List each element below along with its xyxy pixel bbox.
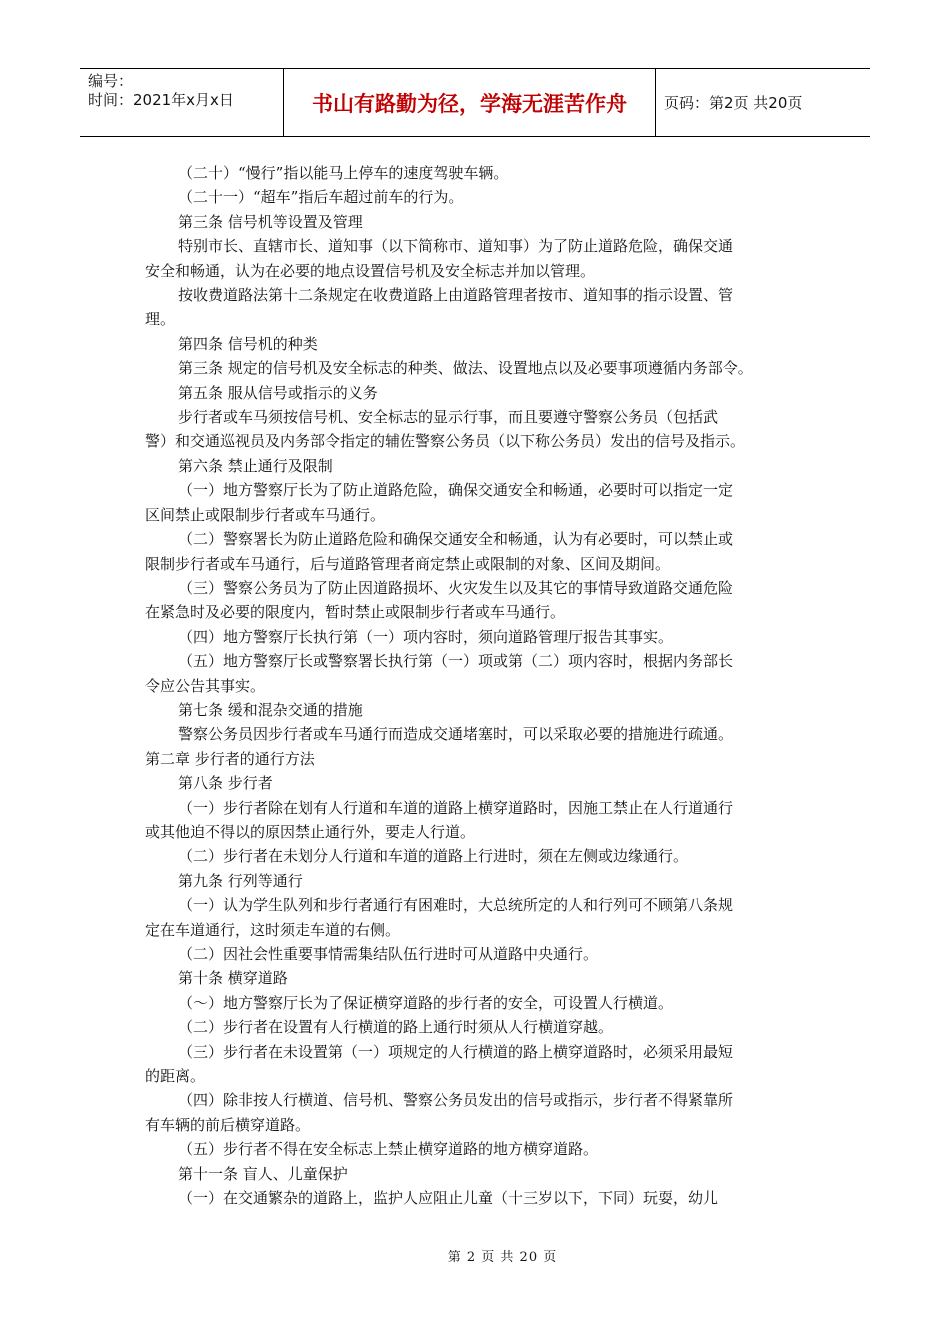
text-line: 第五条 服从信号或指示的义务 [178,383,378,402]
text-line: 限制步行者或车马通行，后与道路管理者商定禁止或限制的对象、区间及期间。 [145,554,671,573]
text-line: 警）和交通巡视员及内务部令指定的辅佐警察公务员（以下称公务员）发出的信号及指示。 [145,432,746,451]
text-line: 区间禁止或限制步行者或车马通行。 [145,505,386,524]
text-line: （二十）“慢行”指以能马上停车的速度驾驶车辆。 [178,164,509,182]
text-line: 第七条 缓和混杂交通的措施 [178,700,363,719]
text-line: 第九条 行列等通行 [178,871,303,890]
text-line: （一）步行者除在划有人行道和车道的道路上横穿道路时，因施工禁止在人行道通行 [178,798,734,817]
text-line: 的距离。 [145,1067,206,1086]
time-label: 时间：2021年x月x日 [88,91,234,109]
text-line: 按收费道路法第十二条规定在收费道路上由道路管理者按市、道知事的指示设置、管 [178,286,734,305]
text-line: （四）除非按人行横道、信号机、警察公务员发出的信号或指示，步行者不得紧靠所 [178,1091,734,1110]
text-line: 理。 [145,310,176,329]
text-line: 或其他迫不得以的原因禁止通行外，要走人行道。 [145,822,476,841]
text-line: 第十条 横穿道路 [178,969,288,988]
text-line: （一）认为学生队列和步行者通行有困难时，大总统所定的人和行列可不顾第八条规 [178,896,734,915]
text-line: （二）警察署长为防止道路危险和确保交通安全和畅通，认为有必要时，可以禁止或 [178,530,734,549]
text-line: （四）地方警察厅长执行第（一）项内容时，须向道路管理厅报告其事实。 [178,627,674,646]
text-line: （一）地方警察厅长为了防止道路危险，确保交通安全和畅通，必要时可以指定一定 [178,481,734,500]
text-line: 特别市长、直辖市长、道知事（以下简称市、道知事）为了防止道路危险，确保交通 [178,237,734,256]
document-body [145,161,813,1210]
text-line: 第三条 信号机等设置及管理 [178,212,363,231]
text-line: 令应公告其事实。 [145,676,266,695]
text-line: （三）步行者在未设置第（一）项规定的人行横道的路上横穿道路时，必须采用最短 [178,1042,734,1061]
text-line: 警察公务员因步行者或车马通行而造成交通堵塞时，可以采取必要的措施进行疏通。 [178,725,734,744]
text-line: （～）地方警察厅长为了保证横穿道路的步行者的安全，可设置人行横道。 [178,993,674,1012]
text-line: 在紧急时及必要的限度内，暂时禁止或限制步行者或车马通行。 [145,603,566,622]
text-line: 第八条 步行者 [178,774,273,793]
text-line: 有车辆的前后横穿道路。 [145,1115,311,1134]
text-line: 第六条 禁止通行及限制 [178,456,333,475]
header-motto: 书山有路勤为径，学海无涯苦作舟 [283,69,656,136]
text-line: 第二章 步行者的通行方法 [145,749,315,768]
footer-page-number: 第 2 页 共 20 页 [447,1250,558,1265]
text-line: （二）步行者在未划分人行道和车道的道路上行进时，须在左侧或边缘通行。 [178,847,689,866]
text-line: 第十一条 盲人、儿童保护 [178,1164,348,1183]
header-meta [80,69,283,136]
text-line: 安全和畅通，认为在必要的地点设置信号机及安全标志并加以管理。 [145,261,596,280]
text-line: （三）警察公务员为了防止因道路损坏、火灾发生以及其它的事情导致道路交通危险 [178,578,734,597]
page-footer [0,1246,950,1265]
text-line: （二）步行者在设置有人行横道的路上通行时须从人行横道穿越。 [178,1018,614,1037]
text-line: （一）在交通繁杂的道路上，监护人应阻止儿童（十三岁以下，下同）玩耍，幼儿 [178,1189,719,1208]
text-line: （二）因社会性重要事情需集结队伍行进时可从道路中央通行。 [178,945,599,963]
header-page-info: 页码：第2页 共20页 [664,94,803,112]
text-line: （五）步行者不得在安全标志上禁止横穿道路的地方横穿道路。 [178,1140,599,1159]
page-header [80,68,870,137]
text-line: 定在车道通行，这时须走车道的右侧。 [145,920,401,939]
text-line: （二十一）“超车”指后车超过前车的行为。 [178,188,464,207]
text-line: 步行者或车马须按信号机、安全标志的显示行事，而且要遵守警察公务员（包括武 [178,408,719,427]
text-line: 第四条 信号机的种类 [178,334,318,353]
text-line: 第三条 规定的信号机及安全标志的种类、做法、设置地点以及必要事项遵循内务部令。 [178,359,753,378]
code-label: 编号： [88,72,134,90]
text-line: （五）地方警察厅长或警察署长执行第（一）项或第（二）项内容时，根据内务部长 [178,652,734,671]
